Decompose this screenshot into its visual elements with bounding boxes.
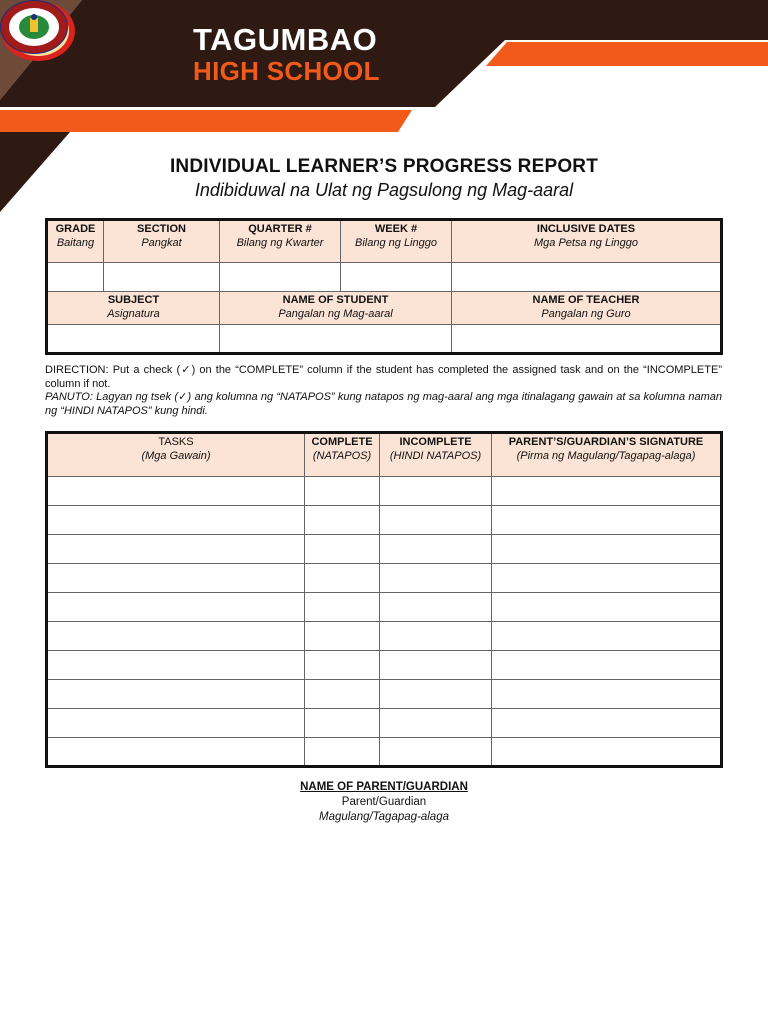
task-cell[interactable] xyxy=(47,622,305,651)
incomplete-cell[interactable] xyxy=(380,709,492,738)
incomplete-cell[interactable] xyxy=(380,564,492,593)
table-row xyxy=(47,564,722,593)
incomplete-cell[interactable] xyxy=(380,477,492,506)
signature-cell[interactable] xyxy=(492,738,722,767)
signature-cell[interactable] xyxy=(492,622,722,651)
incomplete-cell[interactable] xyxy=(380,680,492,709)
signature-cell[interactable] xyxy=(492,535,722,564)
complete-cell[interactable] xyxy=(305,622,380,651)
table-row xyxy=(47,622,722,651)
signature-cell[interactable] xyxy=(492,680,722,709)
tasks-column-header: TASKS (Mga Gawain) xyxy=(47,433,305,477)
task-cell[interactable] xyxy=(47,564,305,593)
grade-field[interactable] xyxy=(47,263,104,292)
complete-cell[interactable] xyxy=(305,680,380,709)
subject-header: SUBJECT Asignatura xyxy=(47,292,220,325)
complete-cell[interactable] xyxy=(305,564,380,593)
report-subtitle: Indibiduwal na Ulat ng Pagsulong ng Mag-aaral xyxy=(194,180,574,200)
inclusive-dates-header: INCLUSIVE DATES Mga Petsa ng Linggo xyxy=(452,220,722,263)
teacher-name-header: NAME OF TEACHER Pangalan ng Guro xyxy=(452,292,722,325)
signature-cell[interactable] xyxy=(492,477,722,506)
school-name-line2: HIGH SCHOOL xyxy=(193,56,380,86)
incomplete-cell[interactable] xyxy=(380,738,492,767)
incomplete-cell[interactable] xyxy=(380,535,492,564)
complete-cell[interactable] xyxy=(305,709,380,738)
parent-guardian-filipino-label: Magulang/Tagapag-alaga xyxy=(318,811,449,823)
report-title: INDIVIDUAL LEARNER’S PROGRESS REPORT xyxy=(169,156,599,177)
task-cell[interactable] xyxy=(47,477,305,506)
table-row xyxy=(47,709,722,738)
complete-cell[interactable] xyxy=(305,477,380,506)
quarter-field[interactable] xyxy=(220,263,341,292)
signature-cell[interactable] xyxy=(492,709,722,738)
signature-cell[interactable] xyxy=(492,506,722,535)
table-row xyxy=(47,477,722,506)
grade-header: GRADE Baitang xyxy=(47,220,104,263)
table-row xyxy=(47,506,722,535)
teacher-name-field[interactable] xyxy=(452,324,722,353)
table-row xyxy=(47,738,722,767)
table-row xyxy=(47,651,722,680)
signature-cell[interactable] xyxy=(492,593,722,622)
complete-cell[interactable] xyxy=(305,738,380,767)
complete-cell[interactable] xyxy=(305,593,380,622)
task-cell[interactable] xyxy=(47,680,305,709)
subject-field[interactable] xyxy=(47,324,220,353)
signature-cell[interactable] xyxy=(492,651,722,680)
task-cell[interactable] xyxy=(47,709,305,738)
inclusive-dates-field[interactable] xyxy=(452,263,722,292)
incomplete-column-header: INCOMPLETE (HINDI NATAPOS) xyxy=(380,433,492,477)
school-name-line1: TAGUMBAO xyxy=(193,22,378,57)
task-cell[interactable] xyxy=(47,651,305,680)
direction-english: DIRECTION: Put a check (✓) on the “COMPLETE” column if the student has completed the assigned task and on the “INCOMPLETE” column if not. xyxy=(45,364,722,390)
complete-cell[interactable] xyxy=(305,651,380,680)
complete-cell[interactable] xyxy=(305,535,380,564)
section-header: SECTION Pangkat xyxy=(104,220,220,263)
parent-name-label: NAME OF PARENT/GUARDIAN xyxy=(300,781,468,793)
parent-guardian-label: Parent/Guardian xyxy=(341,796,427,808)
incomplete-cell[interactable] xyxy=(380,593,492,622)
student-name-field[interactable] xyxy=(220,324,452,353)
incomplete-cell[interactable] xyxy=(380,622,492,651)
task-cell[interactable] xyxy=(47,593,305,622)
complete-column-header: COMPLETE (NATAPOS) xyxy=(305,433,380,477)
incomplete-cell[interactable] xyxy=(380,506,492,535)
school-name xyxy=(193,24,380,84)
week-header: WEEK # Bilang ng Linggo xyxy=(341,220,452,263)
task-cell[interactable] xyxy=(47,535,305,564)
tasks-table xyxy=(45,431,723,768)
incomplete-cell[interactable] xyxy=(380,651,492,680)
task-cell[interactable] xyxy=(47,738,305,767)
complete-cell[interactable] xyxy=(305,506,380,535)
section-field[interactable] xyxy=(104,263,220,292)
table-row xyxy=(47,535,722,564)
division-seal-icon xyxy=(0,0,68,54)
table-row xyxy=(47,593,722,622)
learner-info-table xyxy=(45,218,723,355)
table-row xyxy=(47,680,722,709)
week-field[interactable] xyxy=(341,263,452,292)
student-name-header: NAME OF STUDENT Pangalan ng Mag-aaral xyxy=(220,292,452,325)
direction-filipino: PANUTO: Lagyan ng tsek (✓) ang kolumna ng “NATAPOS” kung natapos ng mag-aaral ang mga itinalagang gawain at sa kolumna naman ng “HINDI NATAPOS” kung hindi. xyxy=(45,391,722,417)
signature-column-header: PARENT’S/GUARDIAN’S SIGNATURE (Pirma ng Magulang/Tagapag-alaga) xyxy=(492,433,722,477)
quarter-header: QUARTER # Bilang ng Kwarter xyxy=(220,220,341,263)
task-cell[interactable] xyxy=(47,506,305,535)
signature-cell[interactable] xyxy=(492,564,722,593)
